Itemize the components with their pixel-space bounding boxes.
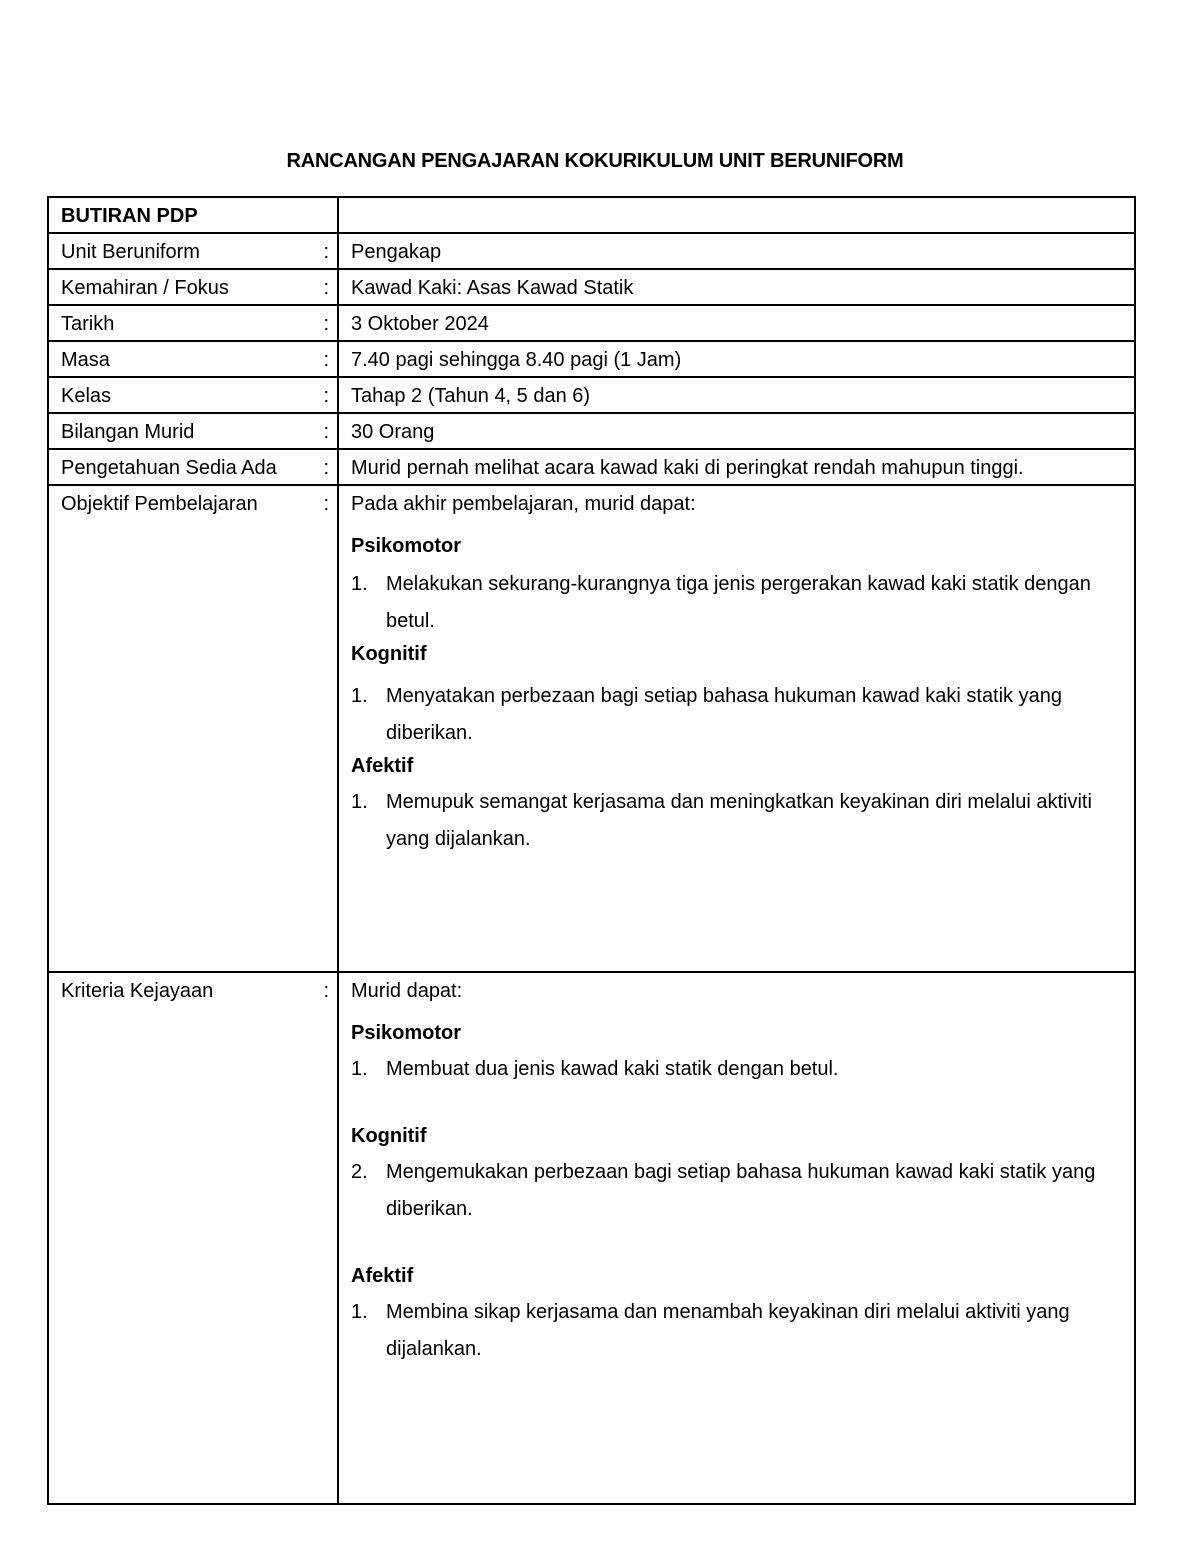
list-number: 1.	[351, 1301, 368, 1323]
table-row	[48, 413, 1135, 449]
kriteria-psikomotor-item	[351, 1051, 1130, 1088]
objektif-label: Objektif Pembelajaran	[61, 493, 258, 515]
row-label-masa: Masa	[61, 349, 110, 371]
kriteria-label: Kriteria Kejayaan	[61, 980, 214, 1002]
objektif-psikomotor-heading: Psikomotor	[351, 535, 462, 557]
table-header-row	[48, 197, 1135, 233]
row-label-bilangan: Bilangan Murid	[61, 421, 195, 443]
list-text: Melakukan sekurang-kurangnya tiga jenis pergerakan kawad kaki statik dengan betul.	[386, 573, 1091, 632]
colon: :	[323, 277, 329, 299]
colon: :	[323, 241, 329, 263]
list-number: 1.	[351, 573, 368, 595]
kriteria-kognitif-item	[351, 1154, 1130, 1228]
colon: :	[323, 493, 329, 515]
objektif-kognitif-heading: Kognitif	[351, 643, 427, 665]
table-row	[48, 305, 1135, 341]
objektif-kognitif-item	[351, 678, 1130, 752]
list-text: Membina sikap kerjasama dan menambah keyakinan diri melalui aktiviti yang dijalankan.	[386, 1301, 1070, 1360]
header-label-cell	[48, 197, 338, 233]
table-row	[48, 341, 1135, 377]
header-label: BUTIRAN PDP	[61, 205, 198, 227]
colon: :	[323, 421, 329, 443]
objektif-psikomotor-item	[351, 566, 1130, 640]
list-text: Menyatakan perbezaan bagi setiap bahasa hukuman kawad kaki statik yang diberikan.	[386, 685, 1062, 744]
colon: :	[323, 980, 329, 1002]
row-label-unit: Unit Beruniform	[61, 241, 200, 263]
row-label-kelas: Kelas	[61, 385, 112, 407]
list-text: Mengemukakan perbezaan bagi setiap bahasa hukuman kawad kaki statik yang diberikan.	[386, 1161, 1096, 1220]
kriteria-content	[339, 973, 1134, 1368]
list-number: 1.	[351, 1058, 368, 1080]
colon: :	[323, 313, 329, 335]
header-value-cell	[338, 197, 1135, 233]
list-text: Memupuk semangat kerjasama dan meningkatkan keyakinan diri melalui aktiviti yang dijalankan.	[386, 791, 1092, 850]
table-row	[48, 377, 1135, 413]
list-number: 2.	[351, 1161, 368, 1183]
kriteria-afektif-heading: Afektif	[351, 1265, 414, 1287]
objektif-intro: Pada akhir pembelajaran, murid dapat:	[351, 493, 696, 515]
objektif-afektif-item	[351, 784, 1130, 858]
objektif-afektif-heading: Afektif	[351, 755, 414, 777]
colon: :	[323, 349, 329, 371]
list-number: 1.	[351, 685, 368, 707]
colon: :	[323, 385, 329, 407]
objektif-row	[48, 485, 1135, 972]
row-value-kelas: Tahap 2 (Tahun 4, 5 dan 6)	[351, 385, 591, 407]
list-text: Membuat dua jenis kawad kaki statik dengan betul.	[386, 1058, 839, 1080]
kriteria-row	[48, 972, 1135, 1504]
kriteria-kognitif-heading: Kognitif	[351, 1125, 427, 1147]
row-value-tarikh: 3 Oktober 2024	[351, 313, 489, 335]
table-row	[48, 449, 1135, 485]
list-number: 1.	[351, 791, 368, 813]
row-value-kemahiran: Kawad Kaki: Asas Kawad Statik	[351, 277, 634, 299]
row-value-masa: 7.40 pagi sehingga 8.40 pagi (1 Jam)	[351, 349, 682, 371]
objektif-content	[339, 486, 1134, 858]
row-label-tarikh: Tarikh	[61, 313, 115, 335]
table-row	[48, 269, 1135, 305]
document-title: RANCANGAN PENGAJARAN KOKURIKULUM UNIT BERUNIFORM	[286, 150, 904, 172]
row-value-unit: Pengakap	[351, 241, 442, 263]
colon: :	[323, 457, 329, 479]
table-row	[48, 233, 1135, 269]
kriteria-afektif-item	[351, 1294, 1130, 1368]
row-label-kemahiran: Kemahiran / Fokus	[61, 277, 229, 299]
row-value-bilangan: 30 Orang	[351, 421, 435, 443]
kriteria-psikomotor-heading: Psikomotor	[351, 1022, 462, 1044]
kriteria-intro: Murid dapat:	[351, 980, 463, 1002]
row-value-pengetahuan: Murid pernah melihat acara kawad kaki di peringkat rendah mahupun tinggi.	[351, 457, 1024, 479]
row-label-pengetahuan: Pengetahuan Sedia Ada	[61, 457, 277, 479]
lesson-plan-table	[47, 196, 1136, 1505]
